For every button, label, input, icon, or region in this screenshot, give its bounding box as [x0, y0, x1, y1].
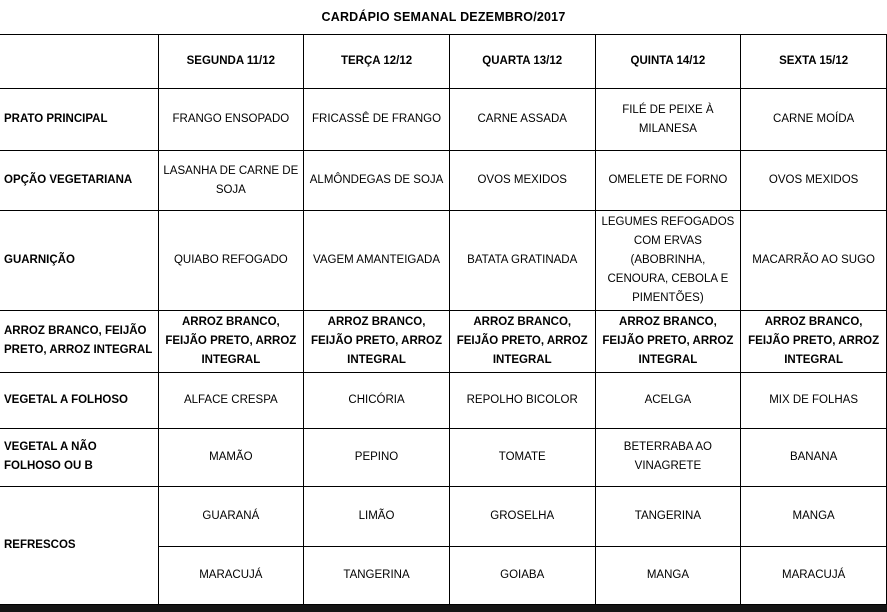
menu-cell: MIX DE FOLHAS	[741, 372, 887, 428]
menu-cell: FRANGO ENSOPADO	[158, 89, 304, 151]
day-header-quinta: QUINTA 14/12	[595, 35, 741, 89]
menu-cell: TANGERINA	[304, 546, 450, 604]
menu-cell: MACARRÃO AO SUGO	[741, 211, 887, 311]
menu-cell: MANGA	[741, 486, 887, 546]
menu-cell: TOMATE	[449, 428, 595, 486]
menu-cell: LEGUMES REFOGADOS COM ERVAS (ABOBRINHA, CENOURA, CEBOLA E PIMENTÕES)	[595, 211, 741, 311]
row-label-vegetal-nao-folhoso: VEGETAL A NÃO FOLHOSO OU B	[0, 428, 158, 486]
menu-cell: OMELETE DE FORNO	[595, 151, 741, 211]
menu-cell: ARROZ BRANCO, FEIJÃO PRETO, ARROZ INTEGRAL	[304, 310, 450, 372]
menu-cell: ACELGA	[595, 372, 741, 428]
bottom-border-bar	[0, 605, 887, 612]
menu-cell: CHICÓRIA	[304, 372, 450, 428]
menu-cell: TANGERINA	[595, 486, 741, 546]
menu-cell: BANANA	[741, 428, 887, 486]
day-header-terca: TERÇA 12/12	[304, 35, 450, 89]
day-header-quarta: QUARTA 13/12	[449, 35, 595, 89]
menu-cell: GOIABA	[449, 546, 595, 604]
weekly-menu-table	[0, 34, 887, 605]
menu-cell: ALFACE CRESPA	[158, 372, 304, 428]
menu-cell: MANGA	[595, 546, 741, 604]
menu-cell: OVOS MEXIDOS	[449, 151, 595, 211]
menu-cell: OVOS MEXIDOS	[741, 151, 887, 211]
menu-cell: LIMÃO	[304, 486, 450, 546]
menu-cell: CARNE ASSADA	[449, 89, 595, 151]
day-header-sexta: SEXTA 15/12	[741, 35, 887, 89]
menu-cell: BETERRABA AO VINAGRETE	[595, 428, 741, 486]
row-label-opcao-vegetariana: OPÇÃO VEGETARIANA	[0, 151, 158, 211]
table-row-prato-principal	[0, 89, 887, 151]
table-row-guarnicao	[0, 211, 887, 311]
menu-cell: GROSELHA	[449, 486, 595, 546]
menu-cell: ARROZ BRANCO, FEIJÃO PRETO, ARROZ INTEGRAL	[449, 310, 595, 372]
menu-cell: GUARANÁ	[158, 486, 304, 546]
menu-cell: CARNE MOÍDA	[741, 89, 887, 151]
menu-cell: ARROZ BRANCO, FEIJÃO PRETO, ARROZ INTEGRAL	[158, 310, 304, 372]
row-label-refrescos: REFRESCOS	[0, 486, 158, 604]
menu-cell: MAMÃO	[158, 428, 304, 486]
menu-cell: FILÉ DE PEIXE À MILANESA	[595, 89, 741, 151]
table-row-refrescos-1	[0, 486, 887, 546]
menu-cell: PEPINO	[304, 428, 450, 486]
table-row-opcao-vegetariana	[0, 151, 887, 211]
menu-cell: BATATA GRATINADA	[449, 211, 595, 311]
table-row-vegetal-nao-folhoso	[0, 428, 887, 486]
menu-cell: VAGEM AMANTEIGADA	[304, 211, 450, 311]
menu-cell: MARACUJÁ	[741, 546, 887, 604]
day-header-segunda: SEGUNDA 11/12	[158, 35, 304, 89]
menu-cell: QUIABO REFOGADO	[158, 211, 304, 311]
menu-cell: REPOLHO BICOLOR	[449, 372, 595, 428]
row-label-guarnicao: GUARNIÇÃO	[0, 211, 158, 311]
menu-cell: LASANHA DE CARNE DE SOJA	[158, 151, 304, 211]
menu-cell: FRICASSÊ DE FRANGO	[304, 89, 450, 151]
table-row-arroz-feijao	[0, 310, 887, 372]
menu-cell: ARROZ BRANCO, FEIJÃO PRETO, ARROZ INTEGRAL	[595, 310, 741, 372]
header-row	[0, 35, 887, 89]
menu-cell: ARROZ BRANCO, FEIJÃO PRETO, ARROZ INTEGRAL	[741, 310, 887, 372]
table-row-vegetal-folhoso	[0, 372, 887, 428]
row-label-arroz-feijao: ARROZ BRANCO, FEIJÃO PRETO, ARROZ INTEGRAL	[0, 310, 158, 372]
menu-cell: ALMÔNDEGAS DE SOJA	[304, 151, 450, 211]
corner-cell	[0, 35, 158, 89]
page-title: CARDÁPIO SEMANAL DEZEMBRO/2017	[321, 10, 566, 25]
menu-cell: MARACUJÁ	[158, 546, 304, 604]
row-label-prato-principal: PRATO PRINCIPAL	[0, 89, 158, 151]
row-label-vegetal-folhoso: VEGETAL A FOLHOSO	[0, 372, 158, 428]
